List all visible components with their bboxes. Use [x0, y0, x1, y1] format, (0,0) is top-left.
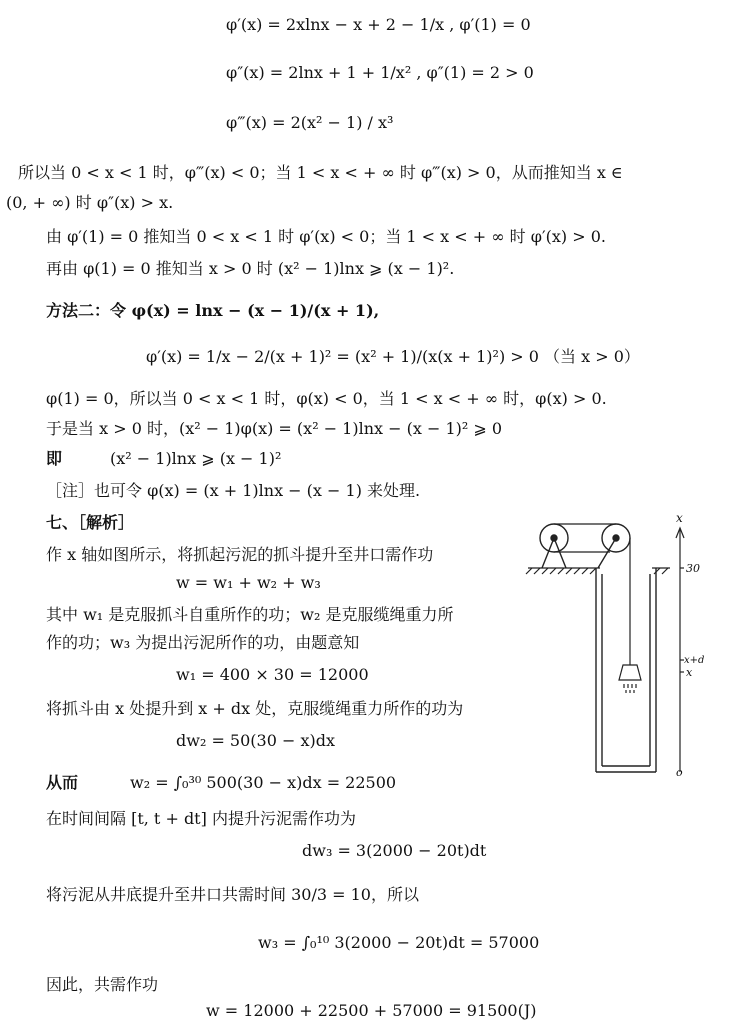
- formula-inequality: (x² − 1)lnx ⩾ (x − 1)²: [110, 449, 282, 468]
- tick-label-30: 30: [686, 562, 700, 575]
- formula-w3: w₃ = ∫₀¹⁰ 3(2000 − 20t)dt = 57000: [258, 933, 540, 952]
- formula-phi-double-prime: φ″(x) = 2lnx + 1 + 1/x² , φ″(1) = 2 > 0: [226, 63, 534, 82]
- text-line: 其中 w₁ 是克服抓斗自重所作的功；w₂ 是克服缆绳重力所: [46, 605, 454, 624]
- formula-w-total: w = w₁ + w₂ + w₃: [176, 573, 321, 592]
- formula-phi-prime: φ′(x) = 2xlnx − x + 2 − 1/x , φ′(1) = 0: [226, 15, 531, 34]
- grab-bucket: [619, 665, 641, 693]
- well-diagram: [520, 510, 730, 780]
- text-line: 因此，共需作功: [46, 975, 159, 994]
- pulley-right: [598, 524, 630, 568]
- note-line: ［注］也可令 φ(x) = (x + 1)lnx − (x − 1) 来处理.: [46, 481, 421, 500]
- text-line: 于是当 x > 0 时，(x² − 1)φ(x) = (x² − 1)lnx − (x − 1)² ⩾ 0: [46, 419, 503, 438]
- formula-phi-triple-prime: φ‴(x) = 2(x² − 1) / x³: [226, 113, 394, 132]
- text-line: 将抓斗由 x 处提升到 x + dx 处，克服缆绳重力所作的功为: [46, 699, 464, 718]
- text-line: 作的功；w₃ 为提出污泥所作的功，由题意知: [46, 633, 360, 652]
- tick-label-origin: o: [676, 766, 683, 779]
- text-line: φ(1) = 0，所以当 0 < x < 1 时，φ(x) < 0，当 1 < x < + ∞ 时，φ(x) > 0.: [46, 389, 607, 408]
- text-line: 所以当 0 < x < 1 时，φ‴(x) < 0；当 1 < x < + ∞ 时 φ‴(x) > 0，从而推知当 x ∈: [18, 163, 623, 182]
- method-two-line: 方法二：令 φ(x) = lnx − (x − 1)/(x + 1),: [46, 301, 380, 320]
- text-line: 由 φ′(1) = 0 推知当 0 < x < 1 时 φ′(x) < 0；当 1 < x < + ∞ 时 φ′(x) > 0.: [46, 227, 606, 246]
- text-line: (0, + ∞) 时 φ″(x) > x.: [6, 193, 174, 212]
- ground-left: [526, 568, 600, 574]
- tick-label-x: x: [686, 666, 693, 679]
- text-line: 作 x 轴如图所示，将抓起污泥的抓斗提升至井口需作功: [46, 545, 434, 564]
- tick-label-x-plus-d: x+d: [684, 655, 705, 666]
- formula-w2: w₂ = ∫₀³⁰ 500(30 − x)dx = 22500: [130, 773, 397, 792]
- formula-w1: w₁ = 400 × 30 = 12000: [176, 665, 369, 684]
- formula-w-final: w = 12000 + 22500 + 57000 = 91500(J): [206, 1001, 537, 1020]
- ground-right: [652, 568, 670, 574]
- section-heading: 七、［解析］: [46, 513, 135, 532]
- well-walls: [596, 568, 656, 772]
- text-line: 再由 φ(1) = 0 推知当 x > 0 时 (x² − 1)lnx ⩾ (x − 1)².: [46, 259, 455, 278]
- congerlabel: 从而: [46, 773, 79, 792]
- ji-label: 即: [46, 449, 63, 468]
- text-line: 将污泥从井底提升至井口共需时间 30/3 = 10，所以: [46, 885, 419, 904]
- text-line: 在时间间隔 [t, t + dt] 内提升污泥需作功为: [46, 809, 356, 828]
- x-axis: [676, 528, 684, 772]
- axis-label-x: x: [676, 511, 683, 525]
- formula-dw2: dw₂ = 50(30 − x)dx: [176, 731, 335, 750]
- formula-dw3: dw₃ = 3(2000 − 20t)dt: [302, 841, 487, 860]
- pulley-left: [540, 524, 568, 568]
- formula-phi-prime-method2: φ′(x) = 1/x − 2/(x + 1)² = (x² + 1)/(x(x + 1)²) > 0 （当 x > 0）: [146, 347, 640, 366]
